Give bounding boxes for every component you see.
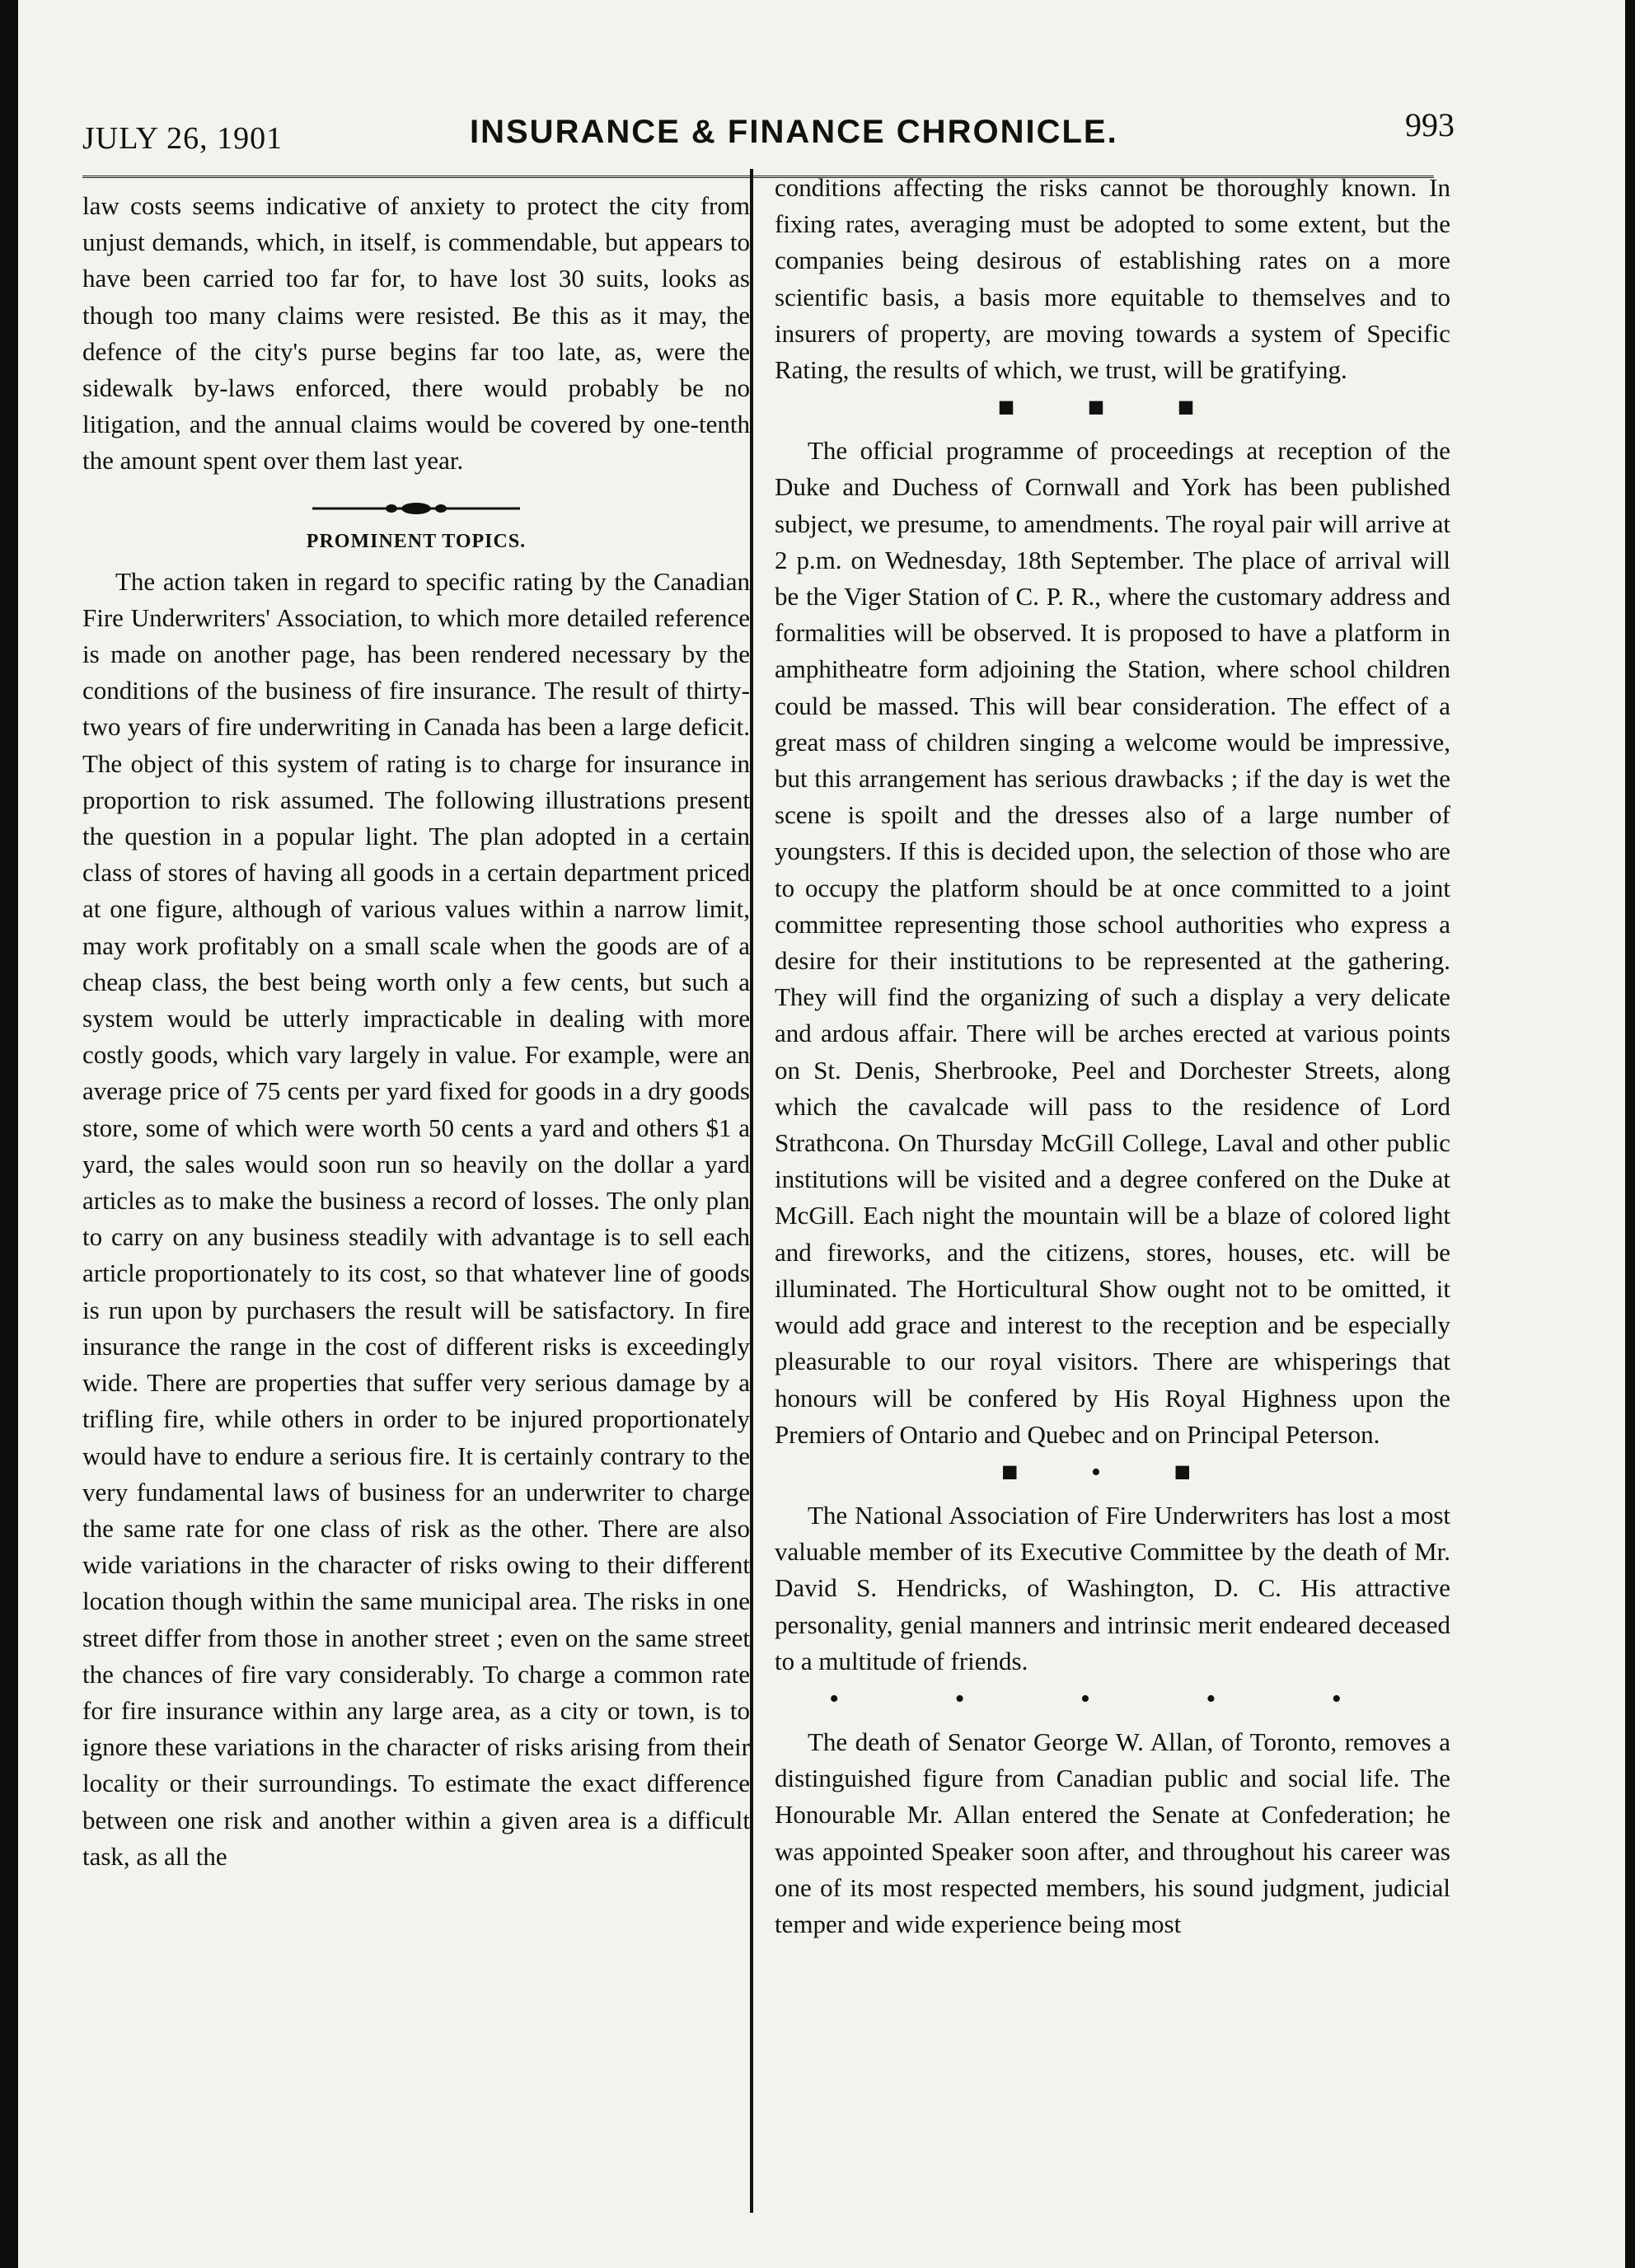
- page-header: [82, 105, 1455, 163]
- column-divider: [750, 169, 753, 2213]
- left-column: [82, 188, 750, 1875]
- newspaper-page: [18, 0, 1625, 2268]
- hendricks-paragraph: The National Association of Fire Underwriters has lost a most valuable member of its Executive Committee by the death of Mr. David S. Hendricks, of Washington, D. C. His attractive personality, genial manners and intrinsic merit endeared deceased to a multitude of friends.: [775, 1500, 1450, 1675]
- specific-rating-paragraph: The action taken in regard to specific rating by the Canadian Fire Underwriters' Association, to which more detailed reference is made on another page, has been rendered necessary by the conditions of the business of fire insurance. The result of thirty-two years of fire underwriting in Canada has been a large deficit. The object of this system of rating is to charge for insurance in proportion to risk assumed. The following illustrations present the question in a popular light. The plan adopted in a certain class of stores of having all goods in a certain department priced at one figure, although of various values within a narrow limit, may work profitably on a small scale when the goods are of a cheap class, the best being worth only a few cents, but such a system would be utterly impracticable in dealing with more costly goods, which vary largely in value. For example, were an average price of 75 cents per yard fixed for goods in a dry goods store, some of which were worth 50 cents a yard and others $1 a yard, the sales would soon run so heavily on the dollar a yard articles as to make the business a record of losses. The only plan to carry on any business steadily with advantage is to sell each article proportionately to its cost, so that whatever line of goods is run upon by purchasers the result will be satisfactory. In fire insurance the range in the cost of different risks is exceedingly wide. There are properties that suffer very serious damage by a trifling fire, while others in order to be injured proportionately would have to endure a serious fire. It is certainly contrary to the very fundamental laws of business for an underwriter to charge the same rate for one class of risk as the other. There are also wide variations in the character of risks owing to their different location though within the same municipal area. The risks in one street differ from those in another street ; even on the same street the chances of fire vary considerably. To charge a common rate for fire insurance within any large area, as a city or town, is to ignore these variations in the character of risks arising from their locality or their surroundings. To estimate the exact difference between one risk and another within a given area is a difficult task, as all the: [82, 566, 750, 1871]
- law-costs-continuation: law costs seems indicative of anxiety to protect the city from unjust demands, which, in itself, is commendable, but appears to have been carried too far for, to have lost 30 suits, looks as though too many claims were resisted. Be this as it may, the defence of the city's purse begins far too late, as, were the sidewalk by-laws enforced, there would probably be no litigation, and the annual claims would be covered by one-tenth the amount spent over them last year.: [82, 191, 750, 476]
- separator: ■ • ■: [1001, 1456, 1224, 1488]
- allan-paragraph: The death of Senator George W. Allan, of Toronto, removes a distinguished figure from Canadian public and social life. The Honourable Mr. Allan entered the Senate at Confederation; he was appointed Speaker soon after, and throughout his career was one of its most respected members, his sound judgment, judicial temper and wide experience being most: [775, 1727, 1450, 1938]
- page-number: 993: [1405, 106, 1455, 143]
- issue-date: JULY 26, 1901: [82, 121, 283, 156]
- right-column: [775, 170, 1450, 1942]
- separator: • • • • •: [829, 1683, 1396, 1714]
- section-heading: PROMINENT TOPICS.: [306, 530, 527, 552]
- rating-continuation: conditions affecting the risks cannot be thoroughly known. In fixing rates, averaging must be adopted to some extent, but the companies being desirous of establishing rates on a more scientific basis, a basis more equitable to themselves and to insurers of property, are moving towards a system of Specific Rating, the results of which, we trust, will be gratifying.: [775, 173, 1450, 385]
- separator: ■ ■ ■: [997, 392, 1228, 424]
- section-ornament: [309, 501, 523, 516]
- publication-title: INSURANCE & FINANCE CHRONICLE.: [470, 114, 1118, 150]
- royal-visit-paragraph: The official programme of proceedings at reception of the Duke and Duchess of Cornwall and York has been published subject, we presume, to amendments. The royal pair will arrive at 2 p.m. on Wednesday, 18th September. The place of arrival will be the Viger Station of C. P. R., where the customary address and formalities will be observed. It is proposed to have a platform in amphitheatre form adjoining the Station, where school children could be massed. This will bear consideration. The effect of a great mass of children singing a welcome would be impressive, but this arrangement has serious drawbacks ; if the day is wet the scene is spoilt and the dresses also of a large number of youngsters. If this is decided upon, the selection of those who are to occupy the platform should be at once committed to a joint committee representing those school authorities who express a desire for their institutions to be represented at the gathering. They will find the organizing of such a display a very delicate and ardous affair. There will be arches erected at various points on St. Denis, Sherbrooke, Peel and Dorchester Streets, along which the cavalcade will pass to the residence of Lord Strathcona. On Thursday McGill College, Laval and other public institutions will be visited and a degree confered on the Duke at McGill. Each night the mountain will be a blaze of colored light and fireworks, and the citizens, stores, houses, etc. will be illuminated. The Horticultural Show ought not to be omitted, it would add grace and interest to the reception and be especially pleasurable to our royal visitors. There are whisperings that honours will be confered by His Royal Highness upon the Premiers of Ontario and Quebec and on Principal Peterson.: [775, 436, 1450, 1449]
